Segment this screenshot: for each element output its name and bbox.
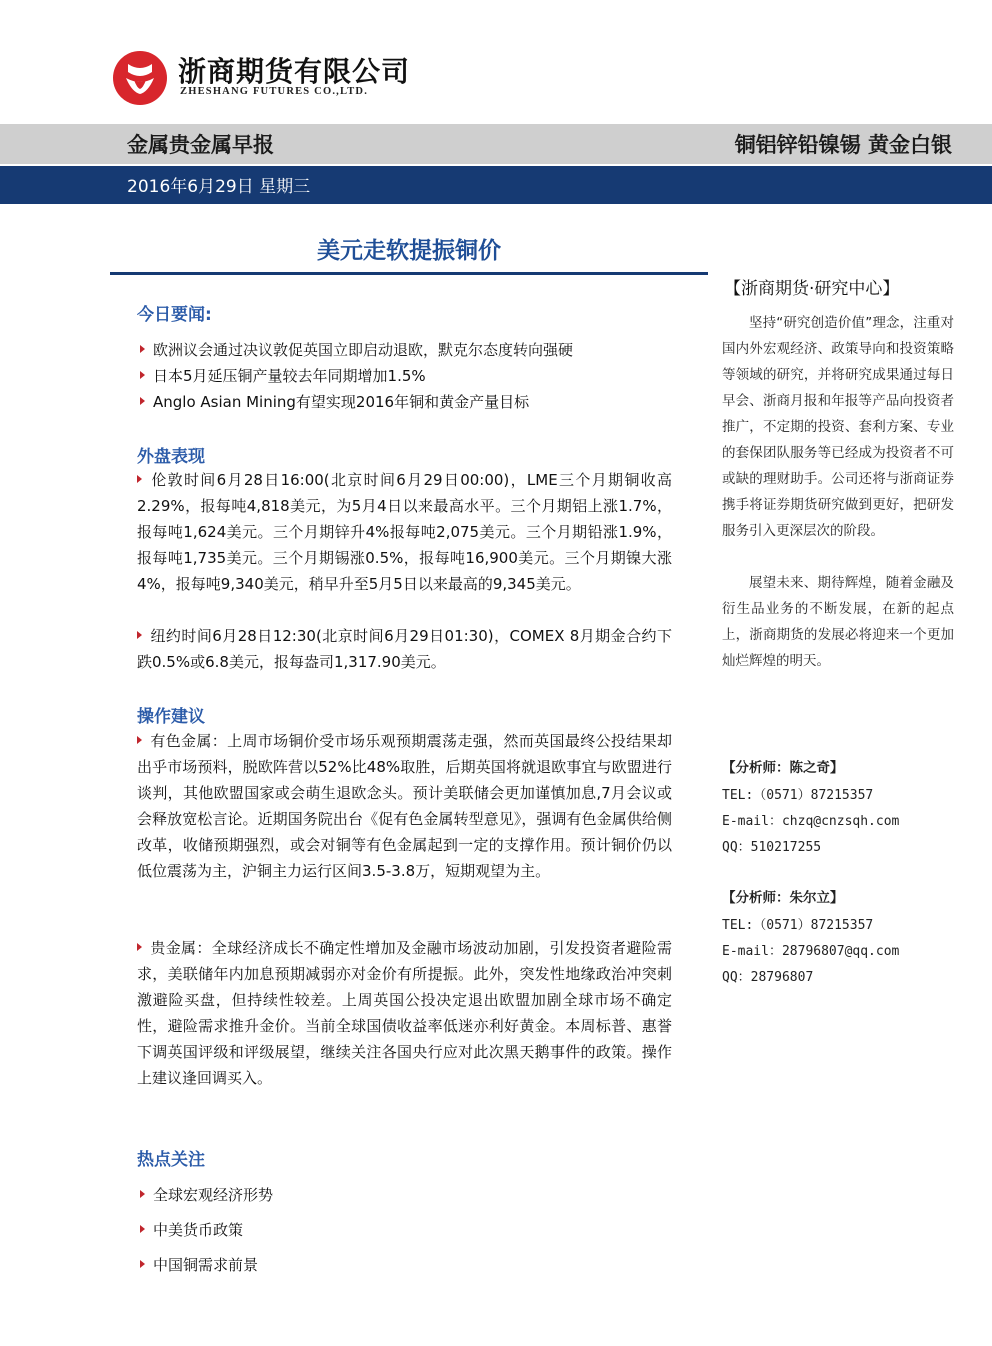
bullet-arrow-icon: [140, 1260, 145, 1268]
section-heading-news: 今日要闻:: [137, 305, 212, 325]
page-title: 美元走软提振铜价: [317, 238, 501, 264]
company-logo-icon: [112, 50, 168, 106]
bullet-arrow-icon: [140, 1190, 145, 1198]
research-center-intro: 坚持“研究创造价值”理念，注重对国内外宏观经济、政策导向和投资策略等领域的研究，并将研究成果通过每日早会、浙商月报和年报等产品向投资者推广，不定期的投资、套利方案、专业的套保团队服务等已经成为投资者不可或缺的理财助手。公司还将与浙商证券携手将证券期货研究做到更好，把研发服务引入更深层次的阶段。: [722, 315, 954, 539]
advice-paragraph-precious: 贵金属：全球经济成长不确定性增加及金融市场波动加剧，引发投资者避险需求，美联储年内加息预期减弱亦对金价有所提振。此外，突发性地缘政治冲突刺激避险买盘，但持续性较差。上周英国公投决定退出欧盟加剧全球市场不确定性，避险需求推升金价。当前全球国债收益率低迷亦利好黄金。本周标普、惠誉下调英国评级和评级展望，继续关注各国央行应对此次黑天鹅事件的政策。操作上建议逢回调买入。: [137, 939, 672, 1087]
report-header-bar: [0, 124, 992, 164]
title-divider: [110, 272, 708, 275]
analyst-heading: 【分析师：朱尔立】: [722, 890, 844, 906]
section-heading-overseas: 外盘表现: [137, 447, 205, 467]
metals-list: 铜铝锌铅镍锡 黄金白银: [734, 133, 952, 157]
company-name-en: ZHESHANG FUTURES CO.,LTD.: [180, 86, 369, 97]
research-center-outlook: 展望未来、期待辉煌，随着金融及衍生品业务的不断发展，在新的起点上，浙商期货的发展必将迎来一个更加灿烂辉煌的明天。: [722, 575, 954, 669]
analyst-tel: TEL:（0571）87215357: [722, 788, 874, 803]
report-name: 金属贵金属早报: [127, 133, 274, 157]
analyst-qq: QQ：510217255: [722, 840, 822, 855]
list-item: 日本5月延压铜产量较去年同期增加1.5%: [140, 363, 426, 389]
bullet-arrow-icon: [140, 371, 145, 379]
section-heading-hot: 热点关注: [137, 1150, 205, 1170]
analyst-qq: QQ：28796807: [722, 970, 814, 985]
list-item: 欧洲议会通过决议敦促英国立即启动退欧，默克尔态度转向强硬: [140, 337, 573, 363]
list-item: 全球宏观经济形势: [140, 1182, 273, 1208]
list-item: 中美货币政策: [140, 1217, 243, 1243]
bullet-arrow-icon: [140, 345, 145, 353]
section-heading-advice: 操作建议: [137, 707, 205, 727]
bullet-arrow-icon: [140, 397, 145, 405]
list-item: Anglo Asian Mining有望实现2016年铜和黄金产量目标: [140, 389, 529, 415]
overseas-paragraph-comex: 纽约时间6月28日12:30(北京时间6月29日01:30)，COMEX 8月期金合约下跌0.5%或6.8美元，报每盎司1,317.90美元。: [137, 627, 672, 671]
report-date: 2016年6月29日 星期三: [127, 177, 311, 197]
company-name-cn: 浙商期货有限公司: [178, 55, 411, 88]
bullet-arrow-icon: [137, 475, 142, 483]
date-bar: [0, 166, 992, 204]
bullet-arrow-icon: [137, 736, 142, 744]
advice-paragraph-nonferrous: 有色金属：上周市场铜价受市场乐观预期震荡走强，然而英国最终公投结果却出乎市场预料，脱欧阵营以52%比48%取胜，后期英国将就退欧事宜与欧盟进行谈判，其他欧盟国家或会萌生退欧念头。预计美联储会更加谨慎加息,7月会议或会释放宽松言论。近期国务院出台《促有色金属转型意见》，强调有色金属供给侧改革，收储预期强烈，或会对铜等有色金属起到一定的支撑作用。预计铜价仍以低位震荡为主，沪铜主力运行区间3.5-3.8万，短期观望为主。: [137, 732, 672, 880]
overseas-paragraph-lme: 伦敦时间6月28日16:00(北京时间6月29日00:00)，LME三个月期铜收高2.29%，报每吨4,818美元，为5月4日以来最高水平。三个月期铝上涨1.7%，报每吨1,624美元。三个月期锌升4%报每吨2,075美元。三个月期铅涨1.9%，报每吨1,735美元。三个月期锡涨0.5%，报每吨16,900美元。三个月期镍大涨4%，报每吨9,340美元，稍早升至5月5日以来最高的9,345美元。: [137, 471, 672, 593]
analyst-email: E-mail：chzq@cnzsqh.com: [722, 814, 900, 829]
analyst-email: E-mail：28796807@qq.com: [722, 944, 900, 959]
bullet-arrow-icon: [140, 1225, 145, 1233]
analyst-heading: 【分析师：陈之奇】: [722, 760, 844, 776]
list-item: 中国铜需求前景: [140, 1252, 258, 1278]
bullet-arrow-icon: [137, 943, 142, 951]
research-center-title: 【浙商期货·研究中心】: [724, 279, 900, 299]
analyst-tel: TEL:（0571）87215357: [722, 918, 874, 933]
bullet-arrow-icon: [137, 631, 142, 639]
